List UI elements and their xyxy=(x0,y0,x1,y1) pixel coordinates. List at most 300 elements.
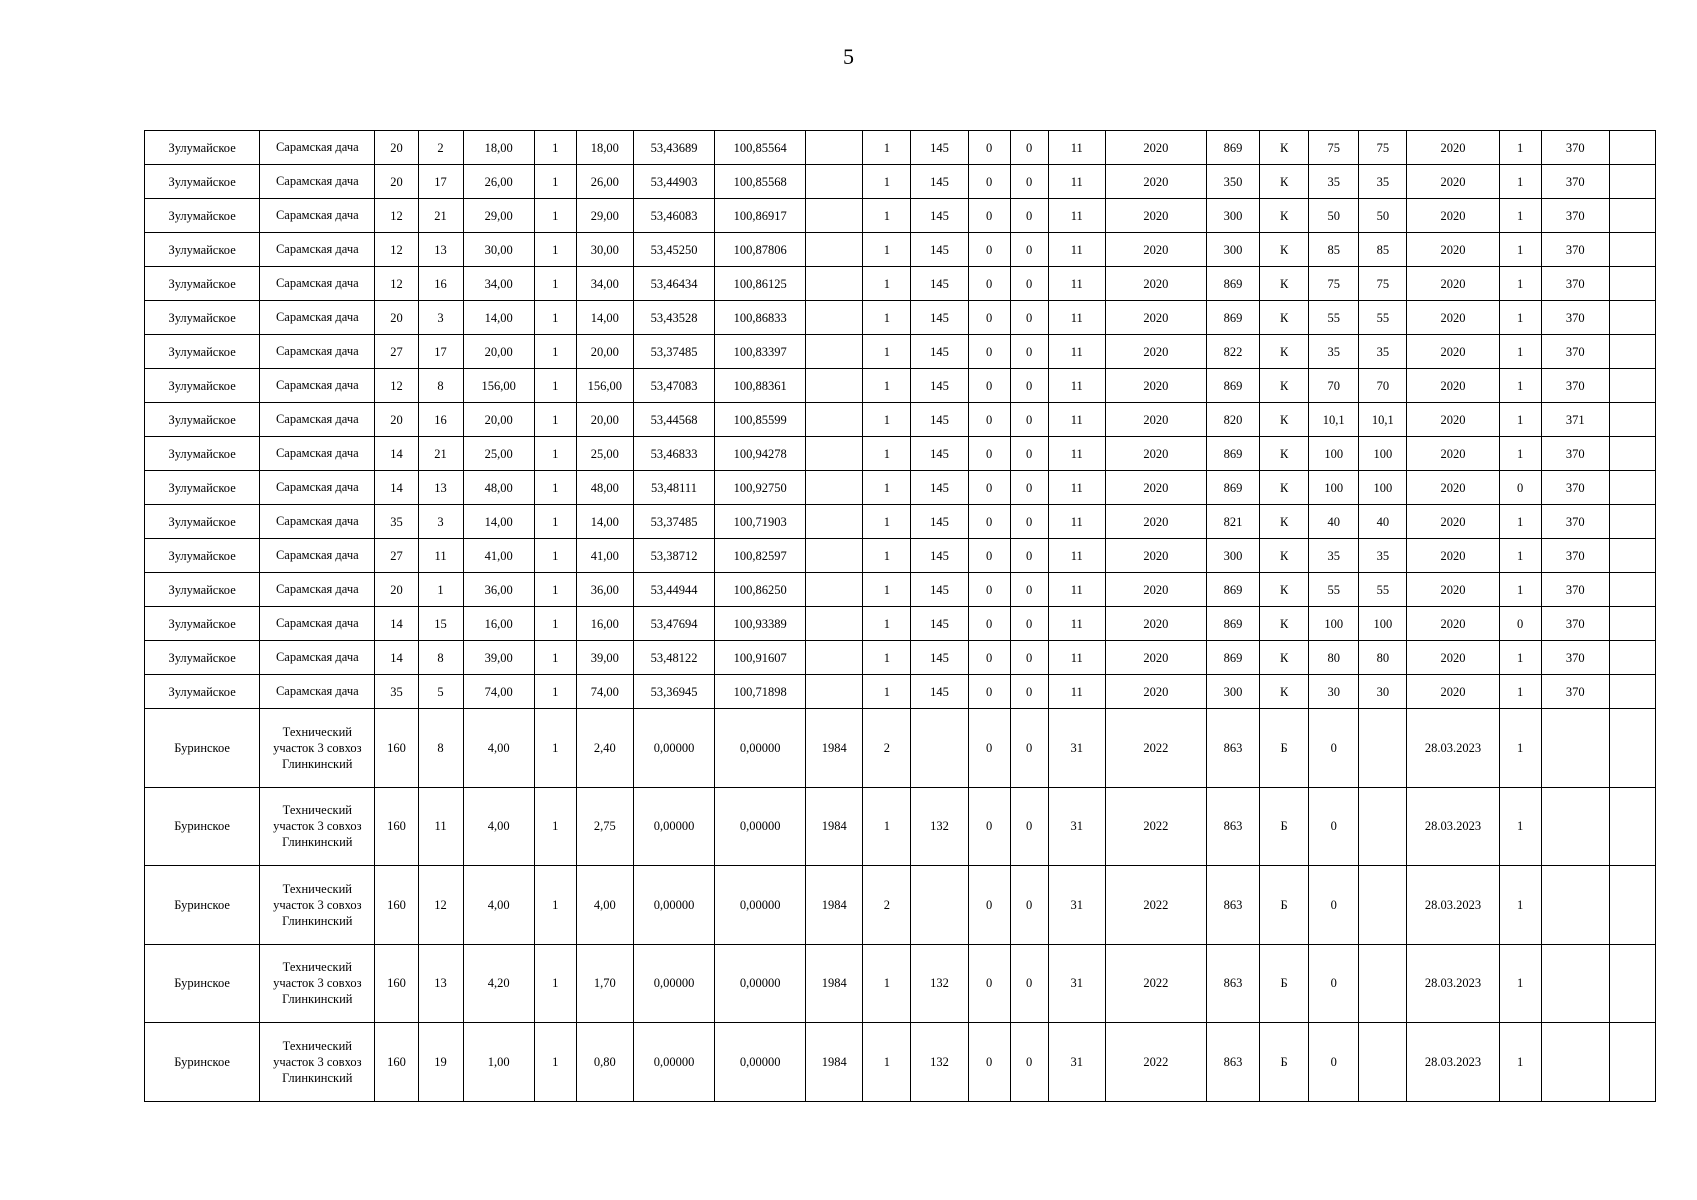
cell-col-11: 1 xyxy=(863,787,911,866)
cell-col-13: 0 xyxy=(968,403,1010,437)
cell-col-20: 35 xyxy=(1359,539,1407,573)
cell-col-23 xyxy=(1541,866,1609,945)
cell-col-22: 0 xyxy=(1499,471,1541,505)
cell-col-11: 1 xyxy=(863,471,911,505)
cell-latitude: 53,36945 xyxy=(633,675,714,709)
cell-col-19: 0 xyxy=(1309,709,1359,788)
cell-col-15: 31 xyxy=(1048,866,1105,945)
cell-latitude: 53,45250 xyxy=(633,233,714,267)
cell-col-20: 40 xyxy=(1359,505,1407,539)
cell-col-13: 0 xyxy=(968,471,1010,505)
table-row xyxy=(145,539,1656,573)
cell-col-14: 0 xyxy=(1010,233,1048,267)
cell-settlement: Зулумайское xyxy=(145,369,260,403)
cell-year xyxy=(806,607,863,641)
cell-col-13: 0 xyxy=(968,944,1010,1023)
cell-col-20: 100 xyxy=(1359,607,1407,641)
cell-settlement: Зулумайское xyxy=(145,267,260,301)
cell-plot-number: 12 xyxy=(418,866,463,945)
cell-year-2: 2020 xyxy=(1105,233,1206,267)
cell-settlement: Зулумайское xyxy=(145,131,260,165)
cell-col-17: 869 xyxy=(1207,641,1260,675)
cell-col-12: 132 xyxy=(911,944,968,1023)
cell-plot-number: 21 xyxy=(418,199,463,233)
cell-col-13: 0 xyxy=(968,1023,1010,1102)
cell-col-15: 11 xyxy=(1048,369,1105,403)
cell-text: Технический участок 3 совхоз Глинкинский xyxy=(273,1038,362,1085)
cell-col-20: 80 xyxy=(1359,641,1407,675)
cell-col-24 xyxy=(1609,607,1655,641)
cell-area: 20,00 xyxy=(463,335,534,369)
cell-col-13: 0 xyxy=(968,335,1010,369)
cell-col-12 xyxy=(911,866,968,945)
cell-col-15: 11 xyxy=(1048,675,1105,709)
cell-col-22: 1 xyxy=(1499,944,1541,1023)
cell-col-13: 0 xyxy=(968,607,1010,641)
cell-area-2: 74,00 xyxy=(576,675,633,709)
cell-settlement: Зулумайское xyxy=(145,335,260,369)
cell-col-14: 0 xyxy=(1010,335,1048,369)
cell-col-6: 1 xyxy=(534,165,576,199)
cell-col-15: 11 xyxy=(1048,199,1105,233)
cell-col-12: 145 xyxy=(911,539,968,573)
cell-year-2: 2022 xyxy=(1105,1023,1206,1102)
cell-longitude: 0,00000 xyxy=(715,787,806,866)
page-number: 5 xyxy=(843,44,854,69)
cell-col-24 xyxy=(1609,199,1655,233)
cell-area-2: 26,00 xyxy=(576,165,633,199)
cell-area: 4,20 xyxy=(463,944,534,1023)
cell-longitude: 100,88361 xyxy=(715,369,806,403)
cell-col-14: 0 xyxy=(1010,675,1048,709)
data-table xyxy=(144,130,1656,1102)
cell-category: К xyxy=(1260,233,1309,267)
cell-longitude: 100,71898 xyxy=(715,675,806,709)
cell-longitude: 100,85568 xyxy=(715,165,806,199)
cell-col-15: 11 xyxy=(1048,403,1105,437)
cell-category: К xyxy=(1260,131,1309,165)
cell-locality xyxy=(260,866,375,945)
cell-col-12: 145 xyxy=(911,573,968,607)
table-row xyxy=(145,505,1656,539)
cell-col-11: 1 xyxy=(863,539,911,573)
cell-col-13: 0 xyxy=(968,675,1010,709)
cell-col-19: 35 xyxy=(1309,165,1359,199)
cell-col-12: 145 xyxy=(911,675,968,709)
cell-year: 1984 xyxy=(806,709,863,788)
cell-area-2: 16,00 xyxy=(576,607,633,641)
cell-col-24 xyxy=(1609,403,1655,437)
cell-locality xyxy=(260,267,375,301)
cell-plot-number: 19 xyxy=(418,1023,463,1102)
cell-col-12: 145 xyxy=(911,233,968,267)
cell-col-17: 863 xyxy=(1207,866,1260,945)
cell-area-2: 156,00 xyxy=(576,369,633,403)
cell-year-2: 2020 xyxy=(1105,165,1206,199)
cell-block-number: 160 xyxy=(375,1023,418,1102)
cell-category: К xyxy=(1260,607,1309,641)
cell-col-17: 300 xyxy=(1207,675,1260,709)
cell-col-22: 1 xyxy=(1499,199,1541,233)
cell-col-17: 300 xyxy=(1207,233,1260,267)
cell-col-23: 370 xyxy=(1541,369,1609,403)
cell-col-15: 11 xyxy=(1048,437,1105,471)
cell-col-14: 0 xyxy=(1010,403,1048,437)
cell-date: 2020 xyxy=(1407,471,1499,505)
table-row xyxy=(145,1023,1656,1102)
cell-col-14: 0 xyxy=(1010,301,1048,335)
cell-col-24 xyxy=(1609,709,1655,788)
cell-text: Сарамская дача xyxy=(275,684,359,698)
cell-col-14: 0 xyxy=(1010,573,1048,607)
cell-year xyxy=(806,335,863,369)
cell-col-24 xyxy=(1609,675,1655,709)
cell-longitude: 100,87806 xyxy=(715,233,806,267)
cell-area-2: 4,00 xyxy=(576,866,633,945)
cell-col-6: 1 xyxy=(534,267,576,301)
cell-col-23 xyxy=(1541,944,1609,1023)
cell-col-12: 145 xyxy=(911,131,968,165)
cell-date: 2020 xyxy=(1407,437,1499,471)
cell-col-19: 35 xyxy=(1309,335,1359,369)
cell-date: 2020 xyxy=(1407,131,1499,165)
cell-col-19: 100 xyxy=(1309,471,1359,505)
cell-area: 1,00 xyxy=(463,1023,534,1102)
cell-col-19: 30 xyxy=(1309,675,1359,709)
cell-col-6: 1 xyxy=(534,505,576,539)
cell-col-11: 1 xyxy=(863,641,911,675)
cell-year-2: 2020 xyxy=(1105,471,1206,505)
cell-col-17: 869 xyxy=(1207,301,1260,335)
cell-latitude: 53,47694 xyxy=(633,607,714,641)
cell-col-17: 869 xyxy=(1207,267,1260,301)
cell-col-19: 55 xyxy=(1309,573,1359,607)
cell-col-17: 869 xyxy=(1207,369,1260,403)
cell-text: Сарамская дача xyxy=(275,276,359,290)
cell-category: К xyxy=(1260,199,1309,233)
cell-col-17: 863 xyxy=(1207,787,1260,866)
cell-col-11: 1 xyxy=(863,131,911,165)
cell-year-2: 2020 xyxy=(1105,437,1206,471)
cell-col-23: 370 xyxy=(1541,233,1609,267)
cell-block-number: 12 xyxy=(375,233,418,267)
cell-col-6: 1 xyxy=(534,199,576,233)
cell-col-19: 100 xyxy=(1309,437,1359,471)
cell-col-24 xyxy=(1609,471,1655,505)
cell-area: 30,00 xyxy=(463,233,534,267)
table-row xyxy=(145,866,1656,945)
cell-longitude: 100,71903 xyxy=(715,505,806,539)
cell-col-23: 370 xyxy=(1541,505,1609,539)
cell-col-23: 370 xyxy=(1541,471,1609,505)
cell-plot-number: 13 xyxy=(418,471,463,505)
table-row xyxy=(145,675,1656,709)
cell-col-15: 31 xyxy=(1048,709,1105,788)
cell-col-17: 869 xyxy=(1207,437,1260,471)
cell-longitude: 100,85564 xyxy=(715,131,806,165)
cell-col-14: 0 xyxy=(1010,505,1048,539)
cell-col-6: 1 xyxy=(534,131,576,165)
cell-date: 28.03.2023 xyxy=(1407,787,1499,866)
cell-col-22: 1 xyxy=(1499,131,1541,165)
cell-col-19: 0 xyxy=(1309,866,1359,945)
cell-col-20: 70 xyxy=(1359,369,1407,403)
cell-year-2: 2020 xyxy=(1105,301,1206,335)
cell-area-2: 2,40 xyxy=(576,709,633,788)
cell-col-14: 0 xyxy=(1010,944,1048,1023)
cell-col-20 xyxy=(1359,787,1407,866)
cell-date: 2020 xyxy=(1407,403,1499,437)
cell-plot-number: 3 xyxy=(418,505,463,539)
cell-area-2: 20,00 xyxy=(576,335,633,369)
cell-col-15: 11 xyxy=(1048,233,1105,267)
table-row xyxy=(145,709,1656,788)
cell-text: Сарамская дача xyxy=(275,548,359,562)
cell-text: Сарамская дача xyxy=(275,480,359,494)
cell-locality xyxy=(260,1023,375,1102)
cell-col-12: 145 xyxy=(911,641,968,675)
cell-locality xyxy=(260,335,375,369)
cell-area: 29,00 xyxy=(463,199,534,233)
cell-col-22: 1 xyxy=(1499,267,1541,301)
cell-col-22: 1 xyxy=(1499,165,1541,199)
cell-col-15: 11 xyxy=(1048,505,1105,539)
cell-block-number: 14 xyxy=(375,471,418,505)
cell-latitude: 53,38712 xyxy=(633,539,714,573)
cell-longitude: 100,91607 xyxy=(715,641,806,675)
cell-year xyxy=(806,301,863,335)
cell-col-23: 370 xyxy=(1541,573,1609,607)
cell-col-13: 0 xyxy=(968,437,1010,471)
cell-year-2: 2020 xyxy=(1105,573,1206,607)
cell-category: К xyxy=(1260,403,1309,437)
cell-plot-number: 8 xyxy=(418,709,463,788)
cell-col-20: 75 xyxy=(1359,131,1407,165)
cell-plot-number: 17 xyxy=(418,335,463,369)
cell-col-13: 0 xyxy=(968,131,1010,165)
cell-settlement: Зулумайское xyxy=(145,199,260,233)
cell-block-number: 27 xyxy=(375,335,418,369)
cell-block-number: 20 xyxy=(375,165,418,199)
cell-block-number: 160 xyxy=(375,944,418,1023)
cell-col-20: 35 xyxy=(1359,165,1407,199)
cell-col-20 xyxy=(1359,709,1407,788)
cell-col-14: 0 xyxy=(1010,437,1048,471)
cell-col-20 xyxy=(1359,866,1407,945)
cell-col-6: 1 xyxy=(534,233,576,267)
cell-col-11: 1 xyxy=(863,1023,911,1102)
cell-locality xyxy=(260,787,375,866)
cell-col-23: 370 xyxy=(1541,199,1609,233)
cell-category: К xyxy=(1260,301,1309,335)
cell-block-number: 160 xyxy=(375,866,418,945)
cell-latitude: 53,46083 xyxy=(633,199,714,233)
cell-col-19: 55 xyxy=(1309,301,1359,335)
cell-locality xyxy=(260,505,375,539)
cell-latitude: 53,47083 xyxy=(633,369,714,403)
cell-col-11: 1 xyxy=(863,675,911,709)
cell-col-6: 1 xyxy=(534,403,576,437)
cell-col-20 xyxy=(1359,1023,1407,1102)
cell-locality xyxy=(260,641,375,675)
cell-category: К xyxy=(1260,267,1309,301)
cell-locality xyxy=(260,199,375,233)
cell-col-14: 0 xyxy=(1010,131,1048,165)
cell-area: 4,00 xyxy=(463,709,534,788)
cell-year xyxy=(806,199,863,233)
cell-year-2: 2020 xyxy=(1105,607,1206,641)
cell-longitude: 100,83397 xyxy=(715,335,806,369)
table-row xyxy=(145,944,1656,1023)
cell-col-12: 145 xyxy=(911,301,968,335)
cell-block-number: 14 xyxy=(375,607,418,641)
cell-col-15: 11 xyxy=(1048,301,1105,335)
cell-col-20: 35 xyxy=(1359,335,1407,369)
cell-col-23: 370 xyxy=(1541,165,1609,199)
cell-col-24 xyxy=(1609,131,1655,165)
cell-col-6: 1 xyxy=(534,471,576,505)
cell-locality xyxy=(260,403,375,437)
cell-year xyxy=(806,539,863,573)
cell-latitude: 53,48111 xyxy=(633,471,714,505)
cell-col-11: 1 xyxy=(863,573,911,607)
cell-settlement: Зулумайское xyxy=(145,437,260,471)
cell-col-23: 370 xyxy=(1541,301,1609,335)
cell-date: 2020 xyxy=(1407,369,1499,403)
cell-col-13: 0 xyxy=(968,505,1010,539)
cell-col-14: 0 xyxy=(1010,709,1048,788)
cell-col-13: 0 xyxy=(968,866,1010,945)
cell-plot-number: 15 xyxy=(418,607,463,641)
cell-col-23: 371 xyxy=(1541,403,1609,437)
cell-date: 2020 xyxy=(1407,267,1499,301)
cell-settlement: Зулумайское xyxy=(145,403,260,437)
cell-longitude: 0,00000 xyxy=(715,944,806,1023)
cell-locality xyxy=(260,131,375,165)
cell-longitude: 100,86250 xyxy=(715,573,806,607)
cell-category: К xyxy=(1260,573,1309,607)
table-row xyxy=(145,301,1656,335)
cell-area: 74,00 xyxy=(463,675,534,709)
cell-col-20: 50 xyxy=(1359,199,1407,233)
cell-col-22: 1 xyxy=(1499,641,1541,675)
cell-text: Сарамская дача xyxy=(275,582,359,596)
cell-area: 36,00 xyxy=(463,573,534,607)
cell-date: 2020 xyxy=(1407,335,1499,369)
cell-col-6: 1 xyxy=(534,539,576,573)
cell-col-20: 10,1 xyxy=(1359,403,1407,437)
cell-col-14: 0 xyxy=(1010,641,1048,675)
cell-col-6: 1 xyxy=(534,301,576,335)
cell-year-2: 2020 xyxy=(1105,539,1206,573)
cell-col-12: 145 xyxy=(911,199,968,233)
cell-col-15: 31 xyxy=(1048,1023,1105,1102)
cell-col-13: 0 xyxy=(968,369,1010,403)
cell-col-20: 55 xyxy=(1359,301,1407,335)
cell-col-24 xyxy=(1609,233,1655,267)
cell-plot-number: 17 xyxy=(418,165,463,199)
cell-latitude: 53,43689 xyxy=(633,131,714,165)
cell-col-23: 370 xyxy=(1541,675,1609,709)
cell-text: Сарамская дача xyxy=(275,514,359,528)
cell-area: 16,00 xyxy=(463,607,534,641)
cell-category: Б xyxy=(1260,787,1309,866)
table-row xyxy=(145,573,1656,607)
cell-text: Технический участок 3 совхоз Глинкинский xyxy=(273,803,362,850)
cell-settlement: Зулумайское xyxy=(145,505,260,539)
cell-date: 2020 xyxy=(1407,165,1499,199)
cell-latitude: 0,00000 xyxy=(633,1023,714,1102)
cell-date: 28.03.2023 xyxy=(1407,944,1499,1023)
cell-col-17: 300 xyxy=(1207,539,1260,573)
cell-area-2: 14,00 xyxy=(576,301,633,335)
cell-col-14: 0 xyxy=(1010,267,1048,301)
cell-col-20: 100 xyxy=(1359,471,1407,505)
cell-col-11: 1 xyxy=(863,505,911,539)
cell-date: 2020 xyxy=(1407,233,1499,267)
cell-col-11: 1 xyxy=(863,369,911,403)
cell-locality xyxy=(260,709,375,788)
cell-col-15: 11 xyxy=(1048,641,1105,675)
cell-col-23: 370 xyxy=(1541,607,1609,641)
cell-year: 1984 xyxy=(806,944,863,1023)
cell-area: 4,00 xyxy=(463,787,534,866)
cell-locality xyxy=(260,165,375,199)
cell-area-2: 48,00 xyxy=(576,471,633,505)
cell-col-11: 1 xyxy=(863,437,911,471)
cell-settlement: Зулумайское xyxy=(145,233,260,267)
cell-date: 2020 xyxy=(1407,607,1499,641)
cell-col-12: 145 xyxy=(911,607,968,641)
cell-col-11: 1 xyxy=(863,403,911,437)
cell-text: Сарамская дача xyxy=(275,208,359,222)
cell-col-17: 820 xyxy=(1207,403,1260,437)
cell-col-14: 0 xyxy=(1010,539,1048,573)
cell-col-13: 0 xyxy=(968,573,1010,607)
cell-locality xyxy=(260,539,375,573)
cell-area: 25,00 xyxy=(463,437,534,471)
table-row xyxy=(145,199,1656,233)
cell-latitude: 53,48122 xyxy=(633,641,714,675)
cell-settlement: Зулумайское xyxy=(145,641,260,675)
cell-text: Сарамская дача xyxy=(275,412,359,426)
cell-col-22: 1 xyxy=(1499,1023,1541,1102)
cell-plot-number: 8 xyxy=(418,369,463,403)
table-row xyxy=(145,437,1656,471)
cell-col-19: 0 xyxy=(1309,944,1359,1023)
cell-plot-number: 13 xyxy=(418,233,463,267)
cell-plot-number: 2 xyxy=(418,131,463,165)
cell-col-13: 0 xyxy=(968,301,1010,335)
cell-col-22: 1 xyxy=(1499,403,1541,437)
cell-latitude: 53,44568 xyxy=(633,403,714,437)
cell-year xyxy=(806,403,863,437)
cell-text: Технический участок 3 совхоз Глинкинский xyxy=(273,881,362,928)
cell-col-22: 1 xyxy=(1499,675,1541,709)
cell-col-23 xyxy=(1541,1023,1609,1102)
cell-longitude: 0,00000 xyxy=(715,1023,806,1102)
cell-col-6: 1 xyxy=(534,437,576,471)
cell-col-6: 1 xyxy=(534,709,576,788)
cell-year-2: 2020 xyxy=(1105,335,1206,369)
cell-text: Сарамская дача xyxy=(275,310,359,324)
cell-col-17: 822 xyxy=(1207,335,1260,369)
cell-settlement: Буринское xyxy=(145,787,260,866)
cell-col-24 xyxy=(1609,787,1655,866)
cell-area-2: 29,00 xyxy=(576,199,633,233)
cell-category: К xyxy=(1260,165,1309,199)
cell-col-11: 1 xyxy=(863,233,911,267)
